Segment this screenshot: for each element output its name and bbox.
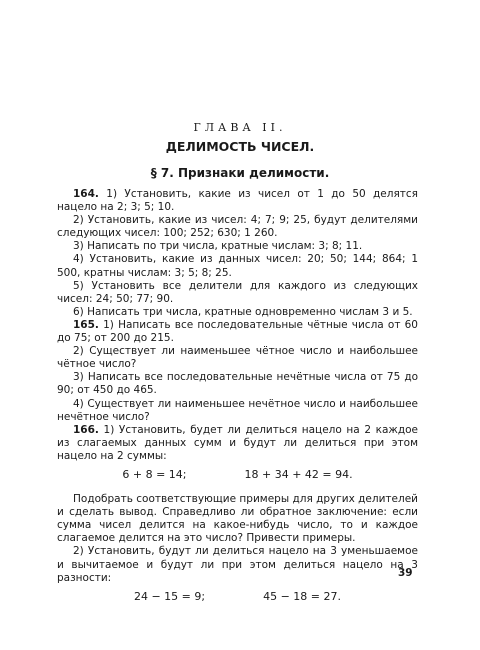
formula-differences	[57, 590, 418, 603]
formula-difference-1: 24 − 15 = 9;	[133, 589, 206, 603]
section-title: § 7. Признаки делимости.	[150, 166, 330, 180]
problem-165-part-3: 3) Написать все последовательные нечётные числа от 75 до 90; от 450 до 465.	[57, 371, 418, 397]
problem-164-part-5: 5) Установить все делители для каждого из следующих чисел: 24; 50; 77; 90.	[57, 279, 418, 305]
problem-166-part-1	[57, 424, 418, 463]
problem-164-part-4: 4) Установить, какие из данных чисел: 20; 50; 144; 864; 1 500, кратны числам: 3; 5; 8; 25.	[57, 253, 418, 279]
formula-sums	[57, 468, 418, 481]
page-body	[57, 188, 418, 609]
formula-sum-2: 18 + 34 + 42 = 94.	[244, 467, 353, 481]
problem-166-text: Подобрать соответствующие примеры для других делителей и сделать вывод. Справедливо ли обратное заключение: если сумма чисел делится на какое-нибудь число, то и каждое слагаемое делится на это число? Привести примеры.	[57, 493, 418, 545]
problem-164-part-2: 2) Установить, какие из чисел: 4; 7; 9; 25, будут делителями следующих чисел: 100; 252; 630; 1 260.	[57, 214, 418, 240]
problem-166-part-2: 2) Установить, будут ли делиться нацело на 3 уменьшаемое и вычитаемое и будут ли при этом делиться нацело на 3 разности:	[57, 545, 418, 584]
formula-sum-1: 6 + 8 = 14;	[122, 467, 187, 481]
problem-text: 1) Установить, будет ли делиться нацело на 2 каждое из слагаемых данных сумм и будут ли делиться при этом нацело на 2 суммы:	[57, 423, 418, 462]
problem-text: 1) Написать все последовательные чётные числа от 60 до 75; от 200 до 215.	[57, 318, 418, 345]
problem-165-part-4: 4) Существует ли наименьшее нечётное число и наибольшее нечётное число?	[57, 397, 418, 423]
problem-165-part-2: 2) Существует ли наименьшее чётное число и наибольшее чётное число?	[57, 345, 418, 371]
problem-number: 166.	[73, 423, 99, 436]
chapter-title: ДЕЛИМОСТЬ ЧИСЕЛ.	[165, 139, 315, 154]
chapter-label: ГЛАВА II.	[193, 121, 287, 134]
problem-number: 165.	[73, 318, 99, 331]
page-number: 39	[398, 567, 413, 579]
problem-164-part-6: 6) Написать три числа, кратные одновременно числам 3 и 5.	[73, 305, 413, 318]
problem-164-part-1	[57, 188, 418, 214]
formula-difference-2: 45 − 18 = 27.	[263, 589, 342, 603]
problem-165-part-1	[57, 319, 418, 345]
problem-text: 1) Установить, какие из чисел от 1 до 50 делятся нацело на 2; 3; 5; 10.	[57, 188, 418, 214]
problem-number: 164.	[73, 188, 99, 200]
problem-164-part-3: 3) Написать по три числа, кратные числам: 3; 8; 11.	[73, 240, 363, 253]
